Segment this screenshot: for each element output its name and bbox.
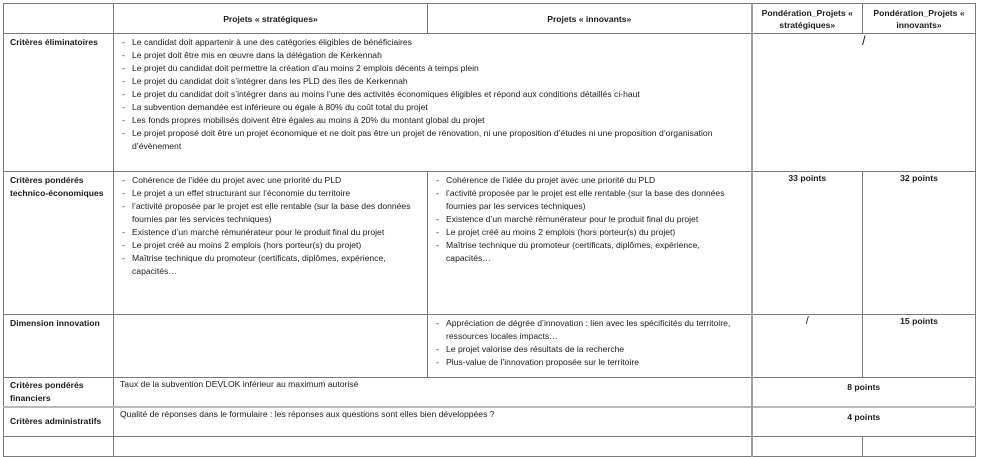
innovation-innovants (428, 315, 752, 378)
list-item: - La subvention demandée est inférieure ou égale à 80% du coût total du projet (120, 101, 745, 114)
row-dimension-innovation (4, 315, 976, 378)
list-item: - Existence d’un marché rémunérateur pour le produit final du projet (434, 213, 745, 226)
evaluation-criteria-table (3, 3, 976, 457)
administratifs-criteria: Qualité de réponses dans le formulaire : les réponses aux questions sont elles bien développées ? (114, 407, 752, 437)
list-item: - Cohérence de l’idée du projet avec une priorité du PLD (120, 174, 421, 187)
innovation-strategiques (114, 315, 428, 378)
list-item: - Le projet a un effet structurant sur l’économie du territoire (120, 187, 421, 200)
list-item: - Maîtrise technique du promoteur (certificats, diplômes, expérience, capacités… (120, 252, 421, 278)
ponderation-administratifs: 4 points (752, 407, 976, 437)
partial-pond-innov (863, 437, 976, 457)
list-item: - Le projet du candidat doit s’intégrer dans au moins l’une des activités économiques éligibles et répond aux conditions détaillés ci-haut (120, 88, 745, 101)
list-item: - l’activité proposée par le projet est elle rentable (sur la base des données fournies par les services techniques) (120, 200, 421, 226)
row-administratifs (4, 407, 976, 437)
ponderation-financiers: 8 points (752, 378, 976, 407)
innovation-innovants-list (434, 317, 745, 369)
list-item: - Existence d’un marché rémunérateur pour le produit final du projet (120, 226, 421, 239)
partial-criteria (114, 437, 752, 457)
list-item: - Le projet du candidat doit s’intégrer dans les PLD des îles de Kerkennah (120, 75, 745, 88)
list-item: - Maîtrise technique du promoteur (certificats, diplômes, expérience, capacités… (434, 239, 745, 265)
header-ponderation-innovants: Pondération_Projets « innovants» (863, 4, 976, 34)
row-label-eliminatoires: Critères éliminatoires (4, 34, 114, 172)
row-eliminatoires (4, 34, 976, 172)
technico-strategiques (114, 172, 428, 315)
list-item: - l’activité proposée par le projet est elle rentable (sur la base des données fournies par les services techniques) (434, 187, 745, 213)
header-empty (4, 4, 114, 34)
list-item: - Le projet proposé doit être un projet économique et ne doit pas être un projet de rénovation, ni une proposition d’études ni une proposition d’organisation d’évènement (120, 127, 745, 153)
header-row (4, 4, 976, 34)
header-innovants: Projets « innovants» (428, 4, 752, 34)
header-strategiques: Projets « stratégiques» (114, 4, 428, 34)
financiers-criteria: Taux de la subvention DEVLOK inférieur au maximum autorisé (114, 378, 752, 407)
partial-pond-strat (752, 437, 863, 457)
list-item: - Appréciation de dégrée d’innovation : lien avec les spécificités du territoire, ressources locales impacts… (434, 317, 745, 343)
technico-innovants-list (434, 174, 745, 265)
list-item: - Cohérence de l’idée du projet avec une priorité du PLD (434, 174, 745, 187)
ponderation-eliminatoires: / (752, 34, 976, 172)
list-item: - Le projet créé au moins 2 emplois (hors porteur(s) du projet) (120, 239, 421, 252)
list-item: - Le projet créé au moins 2 emplois (hors porteur(s) du projet) (434, 226, 745, 239)
technico-strategiques-list (120, 174, 421, 278)
ponderation-innovation-strategiques: / (752, 315, 863, 378)
list-item: - Plus-value de l’innovation proposée sur le territoire (434, 356, 745, 369)
header-ponderation-strategiques: Pondération_Projets « stratégiques» (752, 4, 863, 34)
eliminatoires-criteria (114, 34, 752, 172)
eliminatoires-list (120, 36, 745, 153)
ponderation-technico-innovants: 32 points (863, 172, 976, 315)
ponderation-technico-strategiques: 33 points (752, 172, 863, 315)
row-label-administratifs: Critères administratifs (4, 407, 114, 437)
row-partial-next (4, 437, 976, 457)
row-financiers (4, 378, 976, 407)
list-item: - Le projet du candidat doit permettre la création d’au moins 2 emplois décents à temps plein (120, 62, 745, 75)
row-label-innovation: Dimension innovation (4, 315, 114, 378)
row-label-financiers: Critères pondérés financiers (4, 378, 114, 407)
list-item: - Le candidat doit appartenir à une des catégories éligibles de bénéficiaires (120, 36, 745, 49)
row-label-partial (4, 437, 114, 457)
ponderation-innovation-innovants: 15 points (863, 315, 976, 378)
row-label-technico: Critères pondérés technico-économiques (4, 172, 114, 315)
list-item: - Le projet valorise des résultats de la recherche (434, 343, 745, 356)
list-item: - Le projet doit être mis en œuvre dans la délégation de Kerkennah (120, 49, 745, 62)
list-item: - Les fonds propres mobilisés doivent être égales au moins à 20% du montant global du projet (120, 114, 745, 127)
row-technico-economiques (4, 172, 976, 315)
technico-innovants (428, 172, 752, 315)
